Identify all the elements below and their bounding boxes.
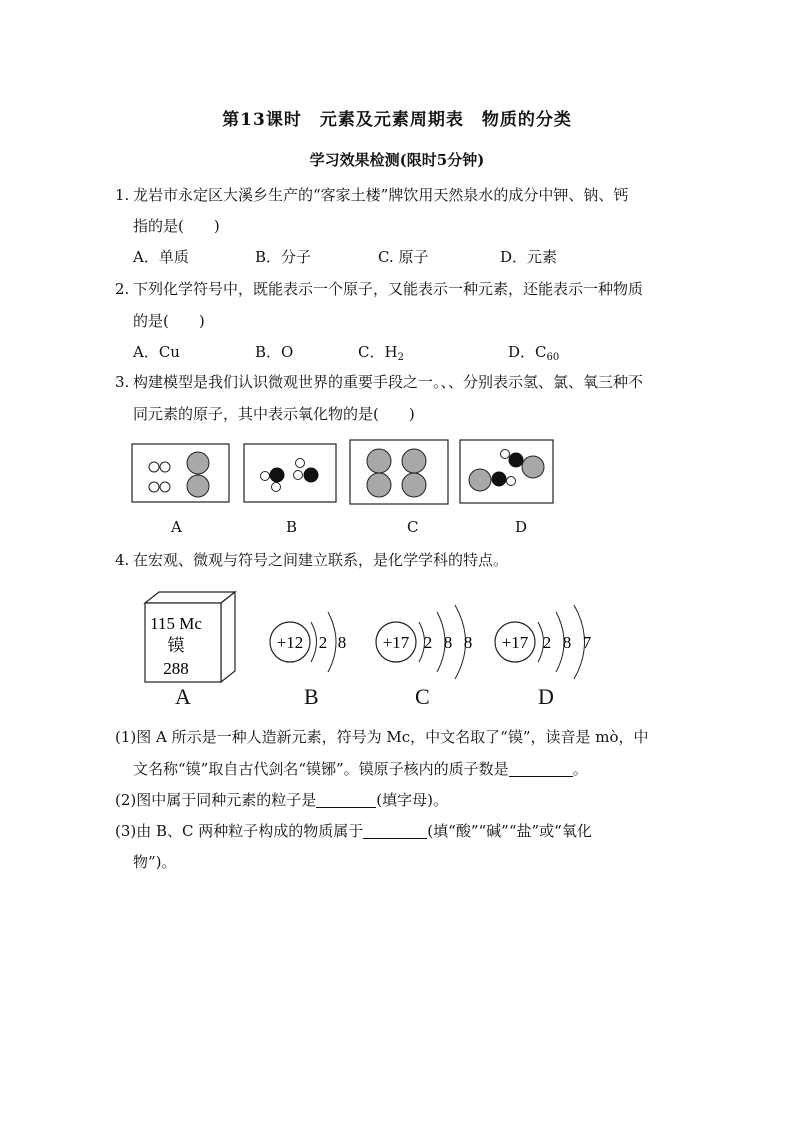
atom-diagram-b	[270, 612, 346, 672]
atom-c-shell-1: 2	[423, 633, 433, 652]
atom-d-shell-3: 7	[582, 633, 592, 652]
answer-blank-proton-count[interactable]	[509, 760, 573, 777]
answer-blank-same-element[interactable]	[316, 791, 376, 808]
atom-diagram-d	[495, 605, 592, 679]
model-box-a	[132, 444, 229, 502]
atom-c-nucleus: +17	[382, 633, 410, 652]
atom-d-shell-1: 2	[542, 633, 552, 652]
q2-option-d[interactable]: D．$C_{60}$	[508, 343, 560, 363]
q1-option-c[interactable]: C. 原子	[378, 248, 429, 266]
atom-b-shell-1: 2	[318, 633, 328, 652]
q1-option-d[interactable]: D．元素	[500, 248, 558, 266]
q1-text-line1: 龙岩市永定区大溪乡生产的“客家土楼”牌饮用天然泉水的成分中钾、钠、钙	[133, 186, 629, 204]
atom-d-shell-2: 8	[562, 633, 572, 652]
q1-option-b[interactable]: B．分子	[255, 248, 312, 266]
atom-diagram-c	[376, 605, 472, 679]
q2-option-b[interactable]: B．O	[255, 343, 294, 361]
element-card-icon	[145, 592, 235, 682]
atom-b-nucleus: +12	[276, 633, 304, 652]
figure-label-c: C	[415, 684, 430, 709]
q4-sub1-line1: (1)图 A 所示是一种人造新元素，符号为 Mc，中文名取了“镆”，读音是 mò，中	[115, 728, 649, 746]
q2-option-c[interactable]: C．$H_2$	[358, 343, 404, 363]
molecule-models-figure	[0, 430, 794, 520]
figure-label-d: D	[538, 684, 554, 709]
figure-label-b: B	[304, 684, 319, 709]
element-number-symbol: 115 Mc	[150, 614, 202, 633]
model-label-d: D	[515, 518, 528, 536]
atom-c-shell-2: 8	[443, 633, 453, 652]
page-title: 第13课时 元素及元素周期表 物质的分类	[222, 110, 572, 130]
section-subtitle: 学习效果检测(限时5分钟)	[309, 151, 485, 169]
q4-number: 4.	[115, 551, 130, 569]
model-label-b: B	[286, 518, 298, 536]
q1-text-line2: 指的是( )	[133, 217, 220, 235]
element-chinese-name: 镆	[167, 636, 185, 655]
q3-number: 3.	[115, 373, 130, 391]
q4-text-line1: 在宏观、微观与符号之间建立联系，是化学学科的特点。	[133, 551, 509, 569]
model-label-a: A	[171, 518, 182, 536]
model-label-c: C	[407, 518, 419, 536]
q4-sub3-line1: (3)由 B、C 两种粒子构成的物质属于 (填“酸”“碱”“盐”或“氧化	[115, 822, 592, 840]
atom-structure-figure	[0, 585, 794, 685]
q3-text-line1: 构建模型是我们认识微观世界的重要手段之一。、、分别表示氢、氯、氧三种不	[133, 373, 644, 391]
atom-b-shell-2: 8	[337, 633, 347, 652]
q2-text-line1: 下列化学符号中，既能表示一个原子，又能表示一种元素，还能表示一种物质	[133, 280, 644, 298]
figure-label-a: A	[175, 684, 191, 709]
q2-number: 2.	[115, 280, 130, 298]
q2-text-line2: 的是( )	[133, 312, 205, 330]
q4-sub3-line2: 物”)。	[133, 853, 177, 871]
q1-number: 1.	[115, 186, 130, 204]
model-box-b	[244, 444, 336, 502]
atom-d-nucleus: +17	[501, 633, 529, 652]
q1-option-a[interactable]: A．单质	[133, 248, 189, 266]
q4-sub1-line2: 文名称“镆”取自古代剑名“镆铘”。镆原子核内的质子数是 。	[133, 760, 588, 778]
model-box-c	[350, 440, 448, 504]
answer-blank-substance-type[interactable]	[363, 822, 427, 839]
model-box-d	[460, 440, 553, 503]
atom-c-shell-3: 8	[463, 633, 473, 652]
q3-text-line2: 同元素的原子，其中表示氧化物的是( )	[133, 405, 415, 423]
q2-option-a[interactable]: A．Cu	[133, 343, 180, 361]
q4-sub2: (2)图中属于同种元素的粒子是 (填字母)。	[115, 791, 448, 809]
element-mass: 288	[163, 659, 189, 678]
